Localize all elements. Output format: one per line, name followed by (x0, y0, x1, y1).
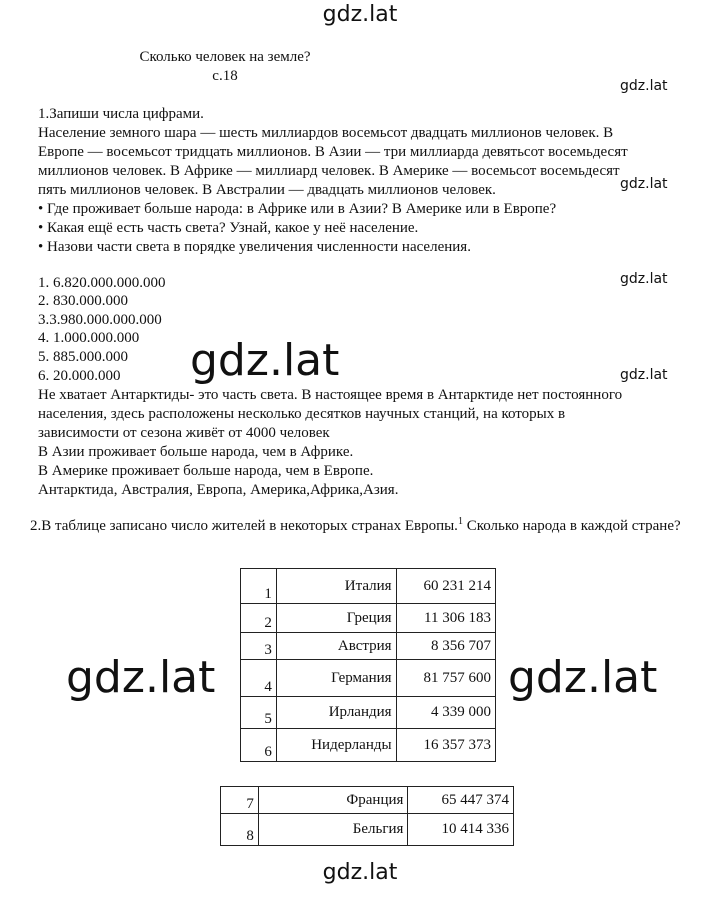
task1-line: Европе — восемьсот тридцать миллионов. В Азии — три миллиарда девятьсот восемьдесят (38, 144, 628, 160)
population-value: 16 357 373 (396, 729, 495, 762)
population-table-1 (240, 568, 496, 762)
task1-title: 1.Запиши числа цифрами. (38, 106, 204, 122)
row-number: 2 (241, 604, 277, 633)
table-row (221, 814, 514, 846)
task1-question: • Назови части света в порядке увеличения численности населения. (38, 239, 471, 255)
population-value: 10 414 336 (408, 814, 514, 846)
table-row (221, 787, 514, 814)
conclusion-line: Не хватает Антарктиды- это часть света. В настоящее время в Антарктиде нет постоянного (38, 387, 623, 403)
row-number: 5 (241, 697, 277, 729)
task1-line: миллионов человек. В Африке — миллиард человек. В Америке — восемьсот восемьдесят (38, 163, 620, 179)
watermark-large-2: gdz.lat (66, 652, 216, 703)
table-row (241, 633, 496, 660)
population-value: 8 356 707 (396, 633, 495, 660)
watermark-small-2: gdz.lat (620, 176, 668, 192)
row-number: 4 (241, 660, 277, 697)
population-value: 60 231 214 (396, 569, 495, 604)
country-name: Германия (276, 660, 396, 697)
answer-line: 6. 20.000.000 (38, 368, 121, 384)
population-value: 81 757 600 (396, 660, 495, 697)
row-number: 6 (241, 729, 277, 762)
watermark-large-1: gdz.lat (190, 335, 340, 386)
task1-line: Население земного шара — шесть миллиардов восемьсот двадцать миллионов человек. В (38, 125, 614, 141)
task1-question: • Какая ещё есть часть света? Узнай, какое у неё население. (38, 220, 419, 236)
country-name: Австрия (276, 633, 396, 660)
country-name: Франция (258, 787, 408, 814)
row-number: 7 (221, 787, 259, 814)
task2-text-before: 2.В таблице записано число жителей в некоторых странах Европы. (30, 518, 458, 534)
answer-line: 1. 6.820.000.000.000 (38, 275, 166, 291)
watermark-small-4: gdz.lat (620, 367, 668, 383)
task1-line: пять миллионов человек. В Австралии — двадцать миллионов человек. (38, 182, 496, 198)
country-name: Италия (276, 569, 396, 604)
task2-text (30, 516, 700, 536)
watermark-large-3: gdz.lat (508, 652, 658, 703)
task2-text-after: Сколько народа в каждой стране? (462, 518, 681, 534)
page-number: с.18 (212, 68, 238, 84)
table-row (241, 729, 496, 762)
table-row (241, 569, 496, 604)
country-name: Греция (276, 604, 396, 633)
population-value: 11 306 183 (396, 604, 495, 633)
country-name: Ирландия (276, 697, 396, 729)
conclusion-line: зависимости от сезона живёт от 4000 человек (38, 425, 330, 441)
country-name: Нидерланды (276, 729, 396, 762)
answer-line: 2. 830.000.000 (38, 293, 128, 309)
answer-line: 4. 1.000.000.000 (38, 330, 140, 346)
population-value: 4 339 000 (396, 697, 495, 729)
row-number: 1 (241, 569, 277, 604)
conclusion-line: В Америке проживает больше народа, чем в Европе. (38, 463, 374, 479)
watermark-bottom: gdz.lat (322, 860, 398, 885)
task1-question: • Где проживает больше народа: в Африке или в Азии? В Америке или в Европе? (38, 201, 557, 217)
page-title: Сколько человек на земле? (139, 49, 311, 65)
table-row (241, 604, 496, 633)
watermark-top: gdz.lat (322, 2, 398, 27)
row-number: 8 (221, 814, 259, 846)
footnote-marker: 1 (457, 516, 463, 527)
answer-line: 5. 885.000.000 (38, 349, 128, 365)
population-table-2 (220, 786, 514, 846)
population-value: 65 447 374 (408, 787, 514, 814)
conclusion-line: населения, здесь расположены несколько десятков научных станций, на которых в (38, 406, 566, 422)
answer-line: 3.3.980.000.000.000 (38, 312, 162, 328)
row-number: 3 (241, 633, 277, 660)
table-row (241, 697, 496, 729)
conclusion-line: В Азии проживает больше народа, чем в Африке. (38, 444, 354, 460)
country-name: Бельгия (258, 814, 408, 846)
conclusion-line: Антарктида, Австралия, Европа, Америка,Африка,Азия. (38, 482, 399, 498)
watermark-small-3: gdz.lat (620, 271, 668, 287)
watermark-small-1: gdz.lat (620, 78, 668, 94)
table-row (241, 660, 496, 697)
